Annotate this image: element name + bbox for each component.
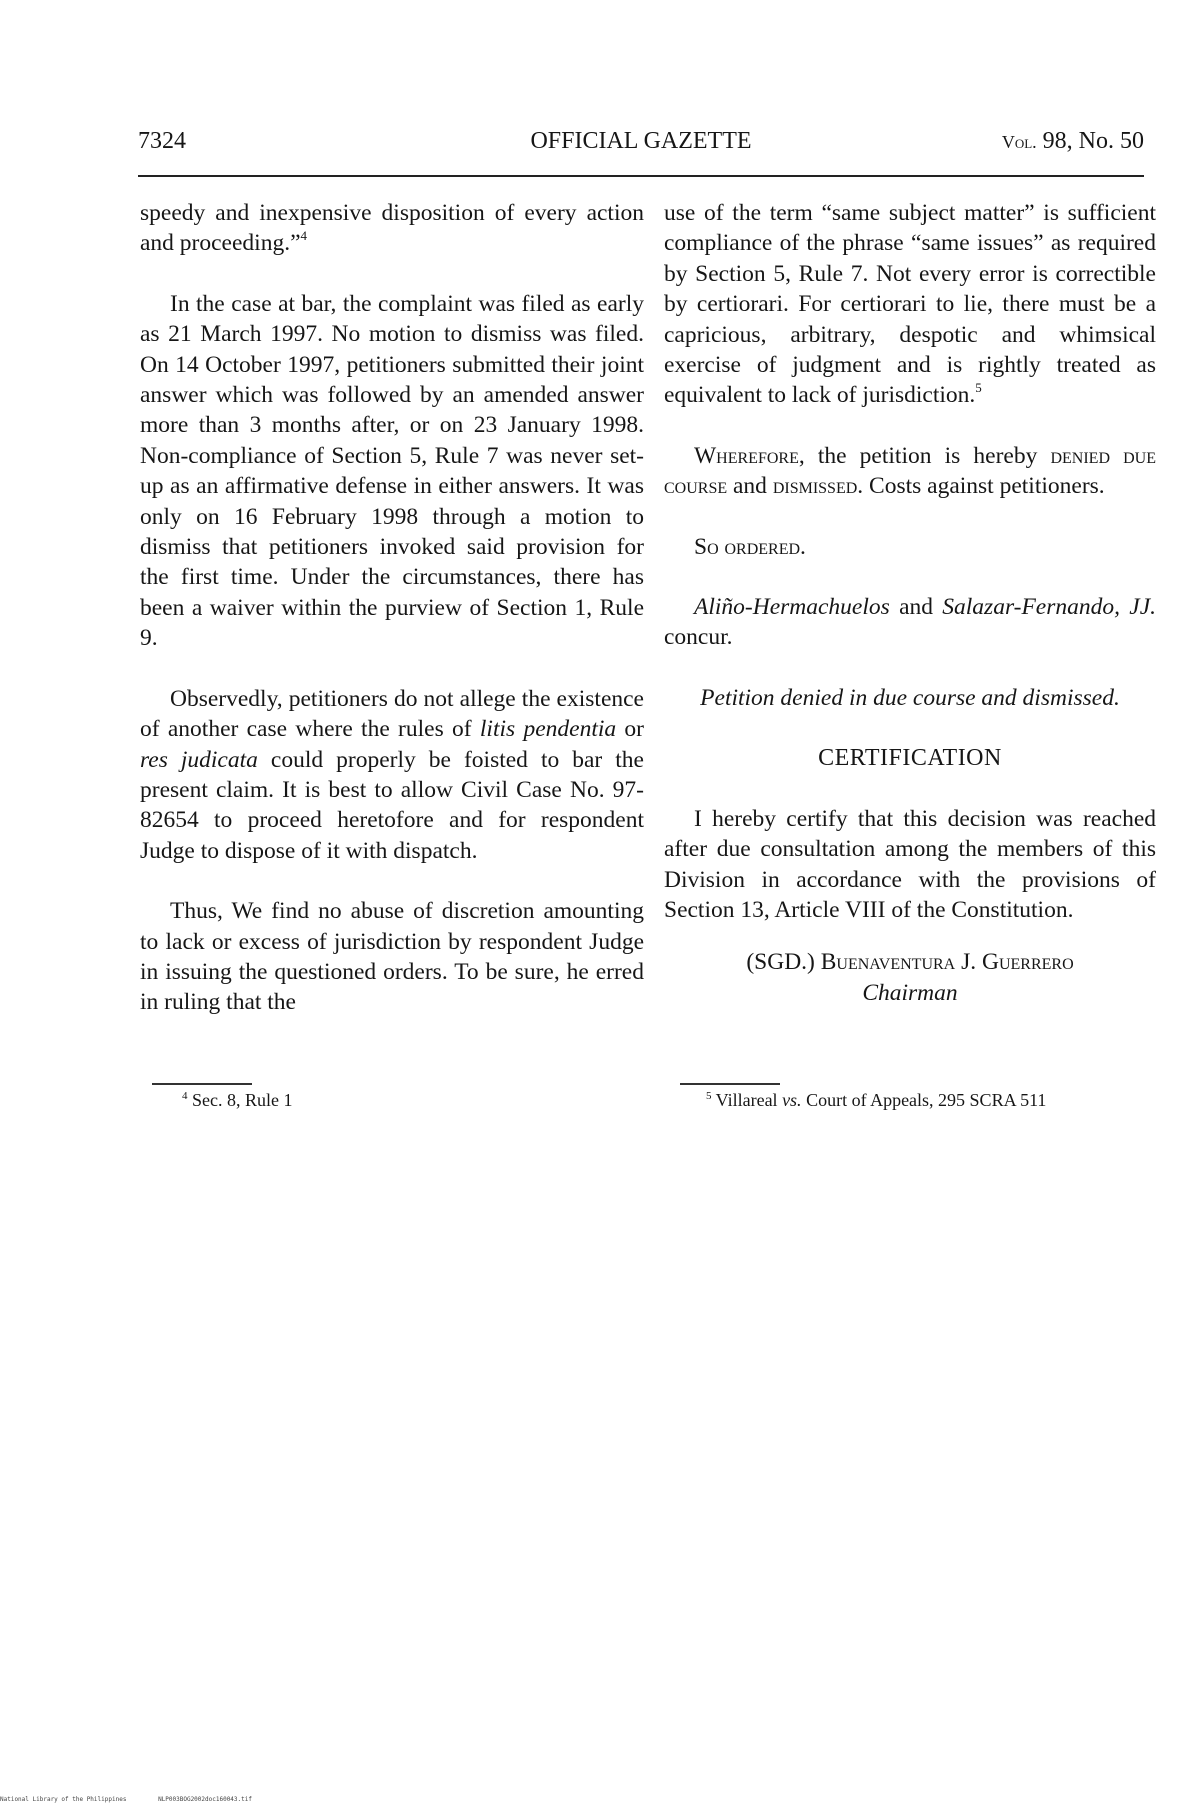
footnote-rule-right (680, 1083, 780, 1085)
latin-term: litis pendentia (479, 716, 617, 743)
library-credit: National Library of the Philippines (0, 1796, 127, 1803)
footnote-text: Court of Appeals, 295 SCRA 511 (801, 1090, 1047, 1110)
justice-name: Salazar-Fernando, JJ. (942, 594, 1156, 621)
right-column (664, 198, 1156, 1008)
disposition-term: denied due course (664, 442, 1156, 500)
paragraph-text: speedy and inexpensive disposition of every action and proceeding.” (140, 200, 644, 257)
volume-label: Vol. (1001, 132, 1037, 152)
footnote-ref-5: 5 (975, 380, 982, 396)
signature-line (664, 947, 1156, 977)
footnote-4 (182, 1088, 293, 1112)
paragraph-text: and (889, 594, 943, 621)
certification-text: I hereby certify that this decision was reached after due consultation among the members of this Division in accordance with the provisions of Section 13, Article VIII of the Constitution. (664, 805, 1156, 923)
paragraph-case-at-bar: In the case at bar, the complaint was filed as early as 21 March 1997. No motion to dismiss was filed. On 14 October 1997, petitioners submitted their joint answer which was followed by an amended answer more than 3 months after, or on 23 January 1998. Non-compliance of Section 5, Rule 7 was never set-up as an affirmative defense in either answers. It was only on 16 February 1998 through a motion to dismiss that petitioners invoked said provision for the first time. Under the circumstances, there has been a waiver within the purview of Section 1, Rule 9. (140, 290, 644, 652)
disposition-term: dismissed (772, 473, 858, 500)
paragraph-text: or (616, 716, 645, 743)
header-rule (138, 175, 1144, 177)
certification-title: CERTIFICATION (818, 745, 1002, 772)
footnote-5 (706, 1088, 1046, 1112)
paragraph-text: . Costs against petitioners. (857, 473, 1105, 500)
page-number: 7324 (138, 128, 186, 154)
case-disposition: Petition denied in due course and dismissed. (700, 684, 1120, 711)
concurrence (664, 592, 1156, 653)
scan-footer (0, 1796, 280, 1803)
paragraph-text: and (727, 473, 773, 500)
gazette-title: OFFICIAL GAZETTE (530, 128, 752, 154)
latin-term: res judicata (140, 746, 258, 773)
justice-name: Aliño-Hermachuelos (694, 594, 890, 621)
footnote-text: Sec. 8, Rule 1 (187, 1090, 293, 1110)
paragraph-text: Observedly, petitioners do not allege the existence of another case where the rules of (140, 685, 644, 743)
footnote-mark: 5 (706, 1090, 712, 1102)
volume-info (1002, 128, 1144, 155)
signature-prefix: (SGD.) (746, 949, 821, 976)
paragraph-subject-matter (664, 198, 1156, 411)
so-ordered: So ordered. (694, 533, 806, 560)
left-column (140, 198, 644, 1018)
paragraph-text: , the petition is hereby (798, 442, 1051, 469)
signatory-name: Buenaventura J. Guerrero (820, 949, 1074, 976)
footnote-mark: 4 (182, 1090, 188, 1102)
footnote-ref-4: 4 (300, 228, 308, 244)
paragraph-continuation (140, 198, 644, 259)
paragraph-wherefore (664, 441, 1156, 502)
signatory-title: Chairman (862, 979, 958, 1006)
footnote-text: Villareal (711, 1090, 783, 1110)
footnote-rule-left (152, 1083, 252, 1085)
page-header (138, 128, 1144, 162)
wherefore-label: Wherefore (694, 442, 799, 469)
paragraph-text: use of the term “same subject matter” is sufficient compliance of the phrase “same issues” as required by Section 5, Rule 7. Not every error is correctible by certiorari. For certiorari to lie, there must be a capricious, arbitrary, despotic and whimsical exercise of judgment and is rightly treated as equivalent to lack of jurisdiction. (664, 200, 1156, 409)
scan-filename: NLP003BOG2002doc160043.tif (158, 1796, 252, 1803)
footnote-versus: vs. (782, 1090, 802, 1110)
paragraph-thus: Thus, We find no abuse of discretion amounting to lack or excess of jurisdiction by respondent Judge in issuing the questioned orders. To be sure, he erred in ruling that the (140, 898, 644, 1016)
paragraph-text: concur. (664, 624, 733, 651)
paragraph-observedly (140, 684, 644, 866)
volume-number: 98, No. 50 (1036, 128, 1144, 154)
paragraph-text: could properly be foisted to bar the present claim. It is best to allow Civil Case No. 97-82654 to proceed heretofore and for respondent Judge to dispose of it with dispatch. (140, 746, 644, 864)
